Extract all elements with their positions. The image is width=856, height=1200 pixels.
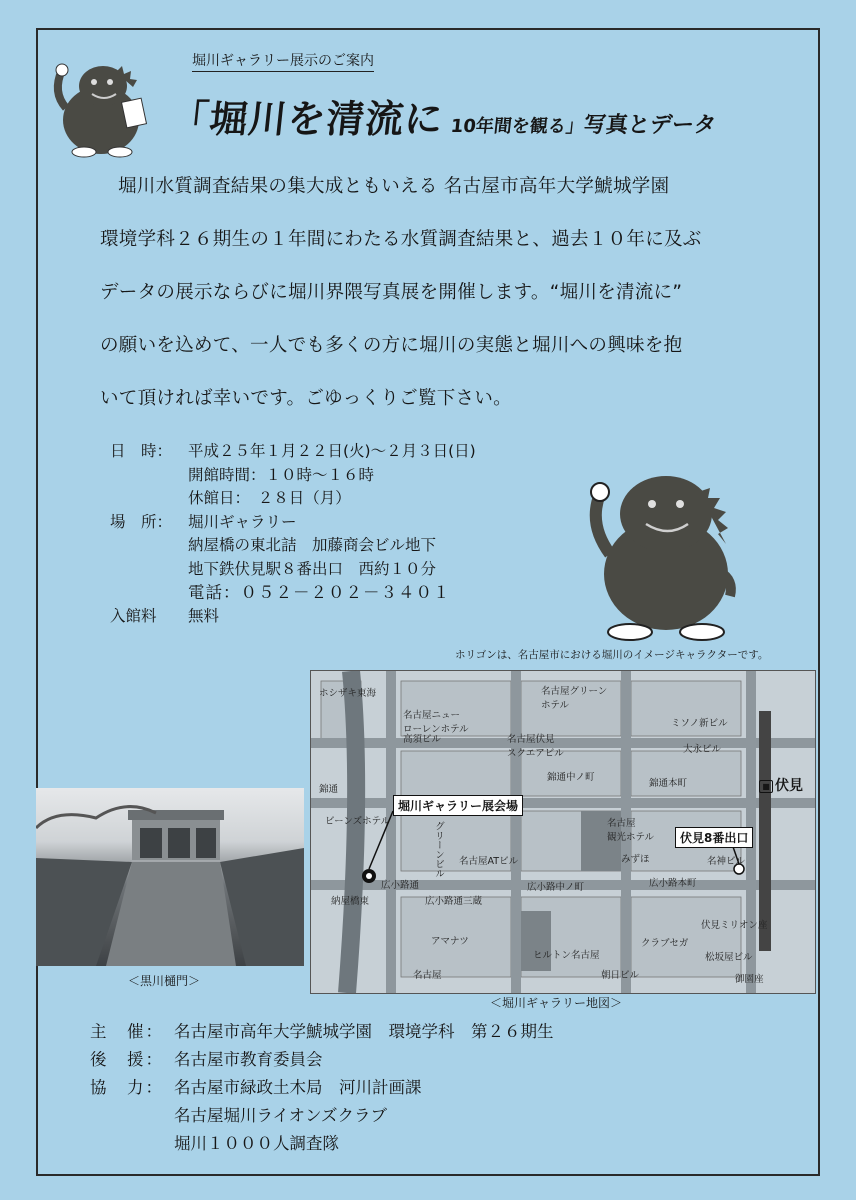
map-label: 広小路通 — [381, 880, 420, 891]
map-label: 広小路通三蔵 — [425, 896, 483, 907]
coop-value: 名古屋市緑政土木局 河川計画課 — [174, 1078, 422, 1097]
coop-label: 協 力： — [90, 1078, 164, 1097]
intro-line: の願いを込めて、一人でも多くの方に堀川の実態と堀川への興味を抱 — [100, 335, 683, 356]
map-label: 高須ビル — [403, 734, 442, 745]
date-value: 平成２５年１月２２日(火)～２月３日(日) — [188, 442, 476, 460]
mascot-caption: ホリゴンは、名古屋市における堀川のイメージキャラクターです。 — [455, 649, 769, 661]
map-label: 広小路中ノ町 — [527, 882, 585, 893]
map-label: ホシザキ東海 — [319, 688, 377, 699]
map-label: 納屋橋東 — [331, 896, 370, 907]
gallery-callout: 堀川ギャラリー展会場 — [393, 795, 523, 816]
fee-value: 無料 — [188, 606, 220, 625]
map-label: 名古屋伏見 スクエアビル — [507, 734, 564, 759]
map-label: 御園座 — [735, 974, 764, 985]
exit-callout: 伏見8番出口 — [675, 827, 753, 848]
station-name: 伏見 — [775, 778, 803, 794]
map-label: 名古屋 観光ホテル — [607, 818, 655, 843]
access-value: 地下鉄伏見駅８番出口 西約１０分 — [188, 559, 437, 578]
map-label: ミソノ新ビル — [671, 718, 728, 729]
place-value: 堀川ギャラリー — [188, 512, 297, 531]
intro-line: 環境学科２６期生の１年間にわたる水質調査結果と、過去１０年に及ぶ — [100, 229, 702, 250]
map-label: 名古屋ニュー ローレンホテル — [403, 710, 469, 735]
map-label: 名古屋 — [413, 970, 442, 981]
kurokawa-gate-photo — [36, 788, 304, 966]
header-label: 堀川ギャラリー展示のご案内 — [192, 50, 374, 72]
title-main: 「堀川を清流に — [168, 97, 446, 141]
coop-value: 堀川１０００人調査隊 — [174, 1134, 339, 1153]
intro-line: データの展示ならびに堀川界隈写真展を開催します。“堀川を清流に” — [100, 282, 683, 303]
credits — [90, 1018, 554, 1158]
event-info — [110, 440, 476, 628]
map-label: 名古屋グリーン ホテル — [541, 686, 608, 711]
map-label: ヒルトン名古屋 — [533, 950, 600, 961]
map-label: クラブセガ — [641, 938, 689, 949]
map-caption: ＜堀川ギャラリー地図＞ — [490, 996, 623, 1010]
map-label: 錦通本町 — [649, 778, 688, 789]
horigon-mascot-large-icon — [580, 462, 750, 644]
address-value: 納屋橋の東北詰 加藤商会ビル地下 — [188, 536, 437, 554]
train-icon: ■ — [759, 780, 773, 793]
page-title — [168, 88, 720, 143]
map-label: 錦通中ノ町 — [547, 772, 595, 783]
map-label: みずほ — [621, 854, 650, 865]
intro-line: いて頂ければ幸いです。ごゆっくりご覧下さい。 — [100, 388, 512, 409]
map-label: グリーンビル — [433, 821, 444, 878]
map-label: 広小路本町 — [649, 878, 697, 889]
map-label: 松坂屋ビル — [705, 952, 753, 963]
support-value: 名古屋市教育委員会 — [174, 1050, 323, 1069]
map-label: 名神ビル — [707, 856, 746, 867]
phone-value: 電話：０５２－２０２－３４０１ — [188, 583, 451, 602]
map-label: アマナツ — [431, 936, 469, 947]
photo-caption: ＜黒川樋門＞ — [128, 974, 201, 988]
gallery-map — [310, 670, 816, 994]
place-label: 場 所： — [110, 512, 173, 531]
coop-value: 名古屋堀川ライオンズクラブ — [174, 1106, 388, 1125]
intro-text — [100, 160, 780, 425]
organizer-label: 主 催： — [90, 1022, 164, 1041]
title-sub: 10年間を観る」 — [449, 116, 585, 137]
closed-value: 休館日： ２８日（月） — [188, 489, 351, 507]
hours-value: 開館時間：１０時～１６時 — [188, 465, 375, 484]
map-label: 名古屋ATビル — [459, 856, 519, 867]
intro-line: 堀川水質調査結果の集大成ともいえる 名古屋市高年大学鯱城学園 — [118, 176, 670, 197]
map-label: 朝日ビル — [601, 970, 640, 981]
date-label: 日 時： — [110, 442, 173, 460]
horigon-mascot-small-icon — [46, 58, 156, 158]
map-label: ビーンズホテル — [325, 816, 391, 827]
support-label: 後 援： — [90, 1050, 164, 1069]
fee-label: 入館料 — [110, 606, 157, 625]
map-label: 大永ビル — [683, 744, 722, 755]
map-label: 錦通 — [319, 784, 339, 795]
organizer-value: 名古屋市高年大学鯱城学園 環境学科 第２６期生 — [174, 1022, 554, 1041]
station-label — [759, 775, 803, 795]
map-label: 伏見ミリオン座 — [701, 920, 768, 931]
title-tail: 写真とデータ — [582, 113, 718, 138]
